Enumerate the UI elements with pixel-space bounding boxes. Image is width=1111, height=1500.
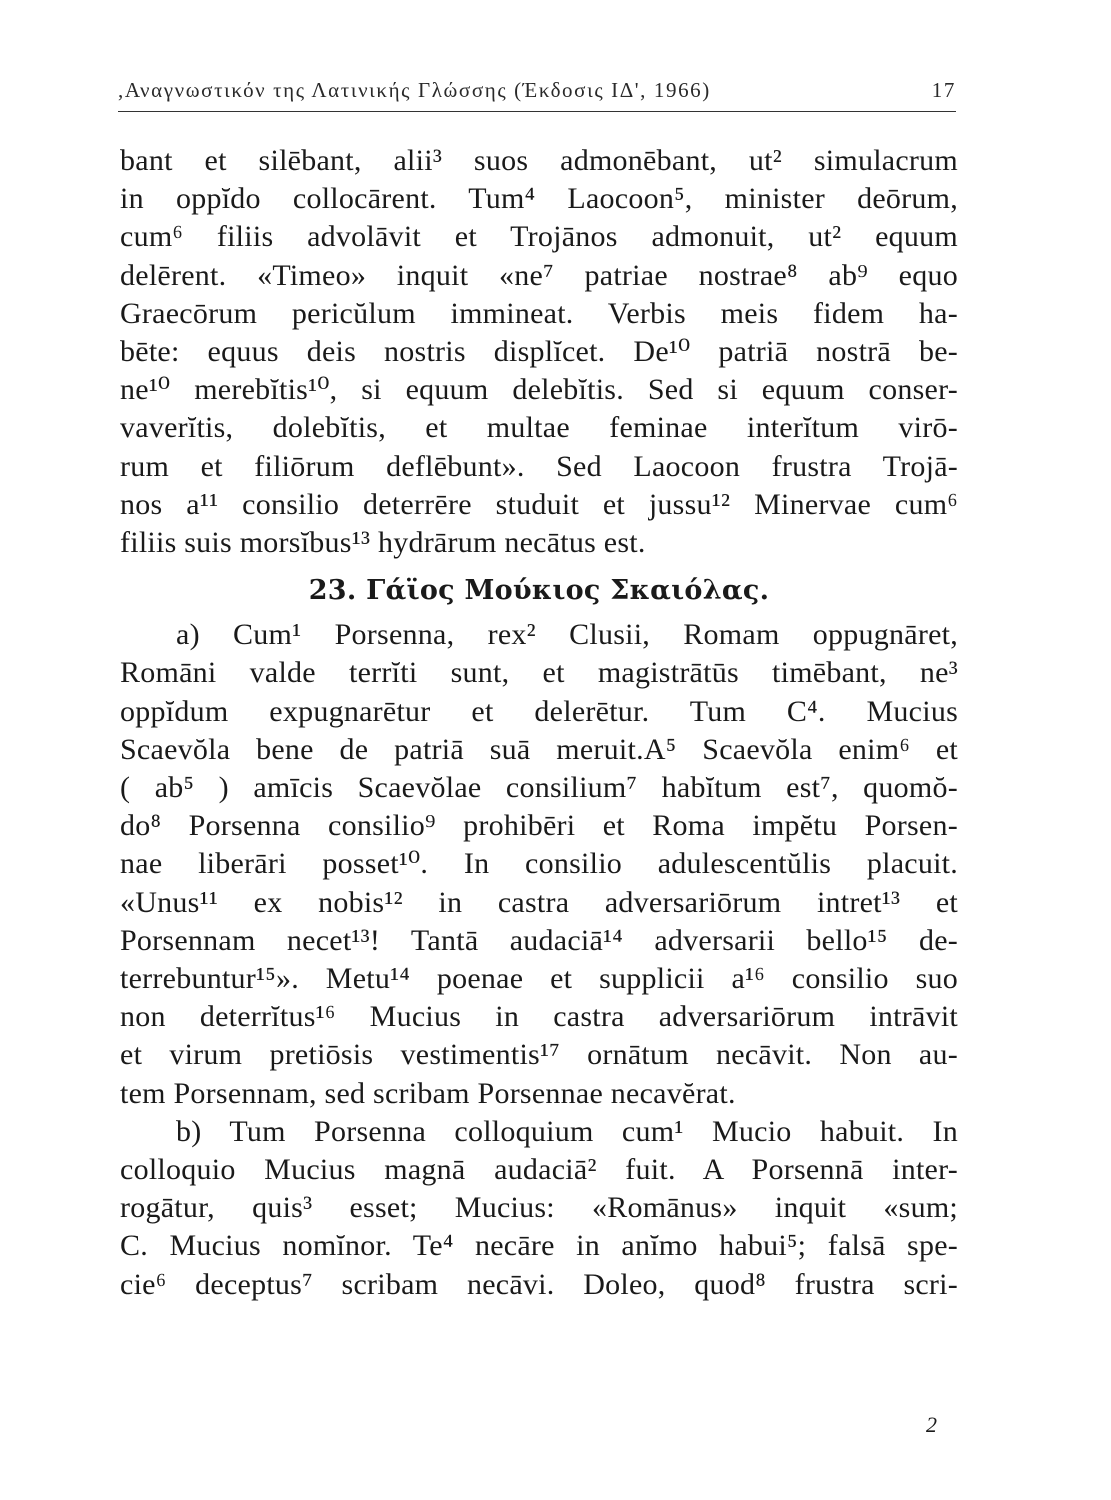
- page-body: [120, 142, 958, 1304]
- text-line: Scaevŏla bene de patriā suā meruit.A⁵ Scaevŏla enim⁶ et: [120, 732, 958, 766]
- text-line: tem Porsennam, sed scribam Porsennae necavĕrat.: [120, 1076, 736, 1110]
- text-line: a) Cum¹ Porsenna, rex² Clusii, Romam oppugnāret,: [176, 618, 958, 652]
- text-line: Graecōrum pericŭlum immineat. Verbis meis fidem ha-: [120, 296, 958, 330]
- text-line: colloquio Mucius magnā audaciā² fuit. A Porsennā inter-: [120, 1153, 958, 1187]
- page-number: 17: [931, 78, 956, 102]
- running-header: [118, 78, 956, 112]
- text-line: vaverĭtis, dolebĭtis, et multae feminae interĭtum virō-: [120, 411, 958, 445]
- text-line: rum et filiōrum deflēbunt». Sed Laocoon frustra Trojā-: [120, 449, 958, 483]
- text-line: ( ab⁵ ) amīcis Scaevŏlae consilium⁷ habĭtum est⁷, quomŏ-: [120, 771, 958, 805]
- signature-mark: 2: [926, 1412, 937, 1437]
- text-line: oppĭdum expugnarētur et delerētur. Tum C⁴. Mucius: [120, 694, 958, 728]
- text-line: C. Mucius nomĭnor. Te⁴ necāre in anĭmo habui⁵; falsā spe-: [120, 1229, 958, 1263]
- text-line: bēte: equus deis nostris displĭcet. De¹⁰ patriā nostrā be-: [120, 335, 958, 369]
- text-line: rogātur, quis³ esset; Mucius: «Romānus» inquit «sum;: [120, 1191, 958, 1225]
- text-line: nae liberāri posset¹⁰. In consilio adulescentŭlis placuit.: [120, 847, 958, 881]
- text-line: nos a¹¹ consilio deterrēre studuit et jussu¹² Minervae cum⁶: [120, 487, 958, 521]
- text-line: Porsennam necet¹³! Tantā audaciā¹⁴ adversarii bello¹⁵ de-: [120, 923, 958, 957]
- text-line: terrebuntur¹⁵». Metu¹⁴ poenae et supplicii a¹⁶ consilio suo: [120, 962, 958, 996]
- text-line: ne¹⁰ merebĭtis¹⁰, si equum delebĭtis. Sed si equum conser-: [120, 373, 958, 407]
- text-line: cum⁶ filiis advolāvit et Trojānos admonuit, ut² equum: [120, 220, 958, 254]
- section-title: 23. Γάϊος Μούκιος Σκαιόλας.: [308, 575, 770, 607]
- text-line: cie⁶ deceptus⁷ scribam necāvi. Doleo, quod⁸ frustra scri-: [120, 1267, 958, 1301]
- running-title: ,Αναγνωστικόν της Λατινικής Γλώσσης (Έκδοσις ΙΔ', 1966): [118, 78, 711, 102]
- text-line: Romāni valde terrĭti sunt, et magistrātūs timēbant, ne³: [120, 656, 958, 690]
- text-line: filiis suis morsĭbus¹³ hydrārum necātus est.: [120, 526, 646, 560]
- text-line: et virum pretiōsis vestimentis¹⁷ ornātum necāvit. Non au-: [120, 1038, 958, 1072]
- text-line: in oppĭdo collocārent. Tum⁴ Laocoon⁵, minister deōrum,: [120, 182, 958, 216]
- text-line: delērent. «Timeo» inquit «ne⁷ patriae nostrae⁸ ab⁹ equo: [120, 258, 958, 292]
- text-line: «Unus¹¹ ex nobis¹² in castra adversariōrum intret¹³ et: [120, 885, 958, 919]
- text-line: b) Tum Porsenna colloquium cum¹ Mucio habuit. In: [176, 1114, 958, 1148]
- text-line: non deterrĭtus¹⁶ Mucius in castra adversariōrum intrāvit: [120, 1000, 958, 1034]
- text-line: bant et silēbant, alii³ suos admonēbant, ut² simulacrum: [120, 144, 958, 177]
- text-line: do⁸ Porsenna consilio⁹ prohibēri et Roma impĕtu Porsen-: [120, 809, 958, 843]
